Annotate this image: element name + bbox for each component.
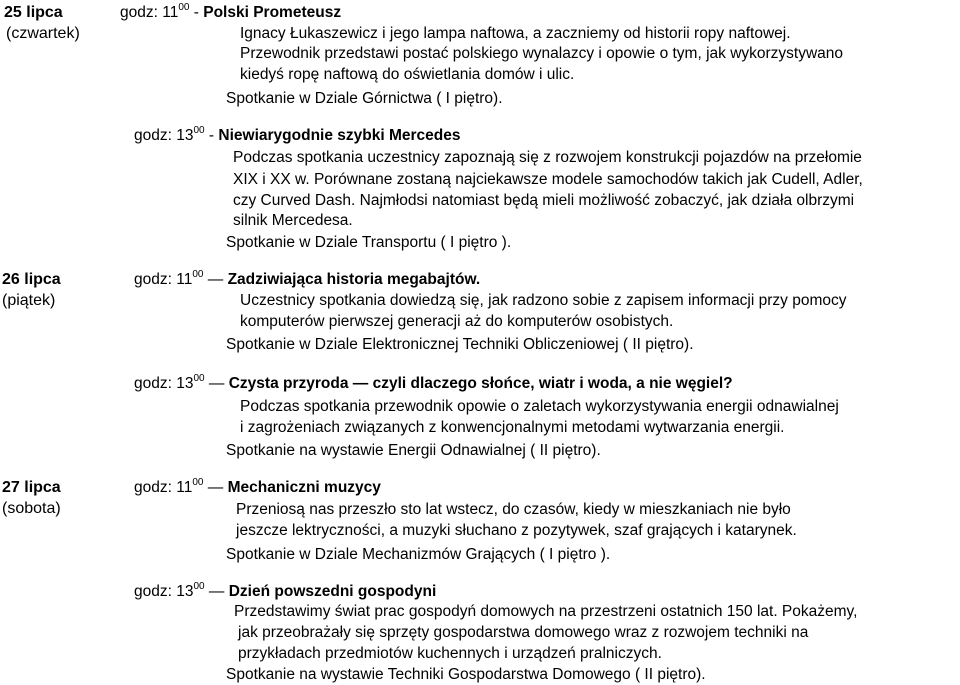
event-hour: 11 (176, 271, 193, 288)
event-description-line: i zagrożeniach związanych z konwencjonalnymi metodami wytwarzania energii. (240, 419, 785, 436)
godz-label: godz: (134, 271, 172, 288)
day-date: 25 lipca (4, 4, 63, 21)
event-description-line: kiedyś ropę naftową do oświetlania domów i ulic. (240, 66, 575, 83)
event-title: Mechaniczni muzycy (227, 479, 381, 496)
event-description-line: jeszcze lektryczności, a muzyki słuchano z pozytywek, szaf grających i katarynek. (236, 522, 797, 539)
godz-label: godz: (134, 583, 172, 600)
event-minutes: 00 (193, 372, 205, 384)
event-dash: — (208, 375, 225, 392)
event-hour: 11 (162, 4, 179, 21)
event-hour: 13 (176, 375, 194, 392)
event-description-line: Podczas spotkania przewodnik opowie o zaletach wykorzystywania energii odnawialnej (240, 398, 839, 415)
event-description-line: komputerów pierwszej generacji aż do komputerów osobistych. (240, 313, 674, 330)
event-description-line: Przeniosą nas przeszło sto lat wstecz, do czasów, kiedy w mieszkaniach nie było (236, 501, 791, 518)
event-header (134, 373, 733, 394)
event-minutes: 00 (193, 580, 205, 592)
event-title: Dzień powszedni gospodyni (228, 583, 437, 600)
event-title: Polski Prometeusz (203, 4, 342, 21)
event-description-line: jak przeobrażały się sprzęty gospodarstwa domowego wraz z rozwojem techniki na (238, 624, 809, 641)
event-title: Czysta przyroda — czyli dlaczego słońce, wiatr i woda, a nie węgiel? (228, 375, 733, 392)
event-location: Spotkanie na wystawie Techniki Gospodarstwa Domowego ( II piętro). (226, 666, 706, 683)
day-weekday: (czwartek) (6, 25, 80, 42)
event-location: Spotkanie w Dziale Mechanizmów Grających ( I piętro ). (226, 546, 611, 563)
event-header (134, 125, 460, 146)
event-header (134, 269, 480, 290)
event-dash: - (208, 127, 215, 144)
event-location: Spotkanie w Dziale Transportu ( I piętro ). (226, 234, 512, 251)
event-location: Spotkanie na wystawie Energii Odnawialnej ( II piętro). (226, 442, 601, 459)
event-title: Niewiarygodnie szybki Mercedes (218, 127, 461, 144)
event-minutes: 00 (193, 124, 205, 136)
event-hour: 13 (176, 583, 194, 600)
event-dash: — (208, 583, 225, 600)
event-hour: 13 (176, 127, 194, 144)
day-weekday: (piątek) (2, 292, 56, 309)
event-minutes: 00 (178, 1, 190, 13)
event-title: Zadziwiająca historia megabajtów. (227, 271, 481, 288)
event-description-line: silnik Mercedesa. (233, 212, 353, 229)
event-description-line: Przedstawimy świat prac gospodyń domowych na przestrzeni ostatnich 150 lat. Pokażemy, (234, 603, 858, 620)
event-hour: 11 (176, 479, 193, 496)
event-dash: - (193, 4, 199, 21)
event-description-line: czy Curved Dash. Najmłodsi natomiast będą mieli możliwość zobaczyć, jak działa olbrzymi (233, 192, 855, 209)
day-date: 27 lipca (2, 479, 61, 496)
day-date: 26 lipca (2, 271, 61, 288)
event-header (134, 581, 436, 602)
event-header (134, 477, 381, 498)
event-minutes: 00 (192, 268, 204, 280)
godz-label: godz: (134, 375, 172, 392)
event-description-line: Podczas spotkania uczestnicy zapoznają się z rozwojem konstrukcji pojazdów na przełomie (233, 149, 862, 166)
godz-label: godz: (134, 127, 172, 144)
godz-label: godz: (134, 479, 172, 496)
event-dash: — (207, 271, 224, 288)
godz-label: godz: (120, 4, 158, 21)
event-description-line: Przewodnik przedstawi postać polskiego wynalazcy i opowie o tym, jak wykorzystywano (240, 45, 844, 62)
event-minutes: 00 (192, 476, 204, 488)
event-description-line: Ignacy Łukaszewicz i jego lampa naftowa, a zaczniemy od historii ropy naftowej. (240, 25, 791, 42)
event-description-line: XIX i XX w. Porównane zostaną najciekawsze modele samochodów takich jak Cudell, Adler, (233, 171, 863, 188)
event-description-line: Uczestnicy spotkania dowiedzą się, jak radzono sobie z zapisem informacji przy pomocy (240, 292, 847, 309)
event-location: Spotkanie w Dziale Elektronicznej Techniki Obliczeniowej ( II piętro). (226, 336, 694, 353)
event-header (120, 2, 341, 23)
day-weekday: (sobota) (2, 500, 61, 517)
event-description-line: przykładach przedmiotów kuchennych i urządzeń pralniczych. (238, 645, 662, 662)
event-location: Spotkanie w Dziale Górnictwa ( I piętro). (226, 90, 503, 107)
event-dash: — (207, 479, 224, 496)
